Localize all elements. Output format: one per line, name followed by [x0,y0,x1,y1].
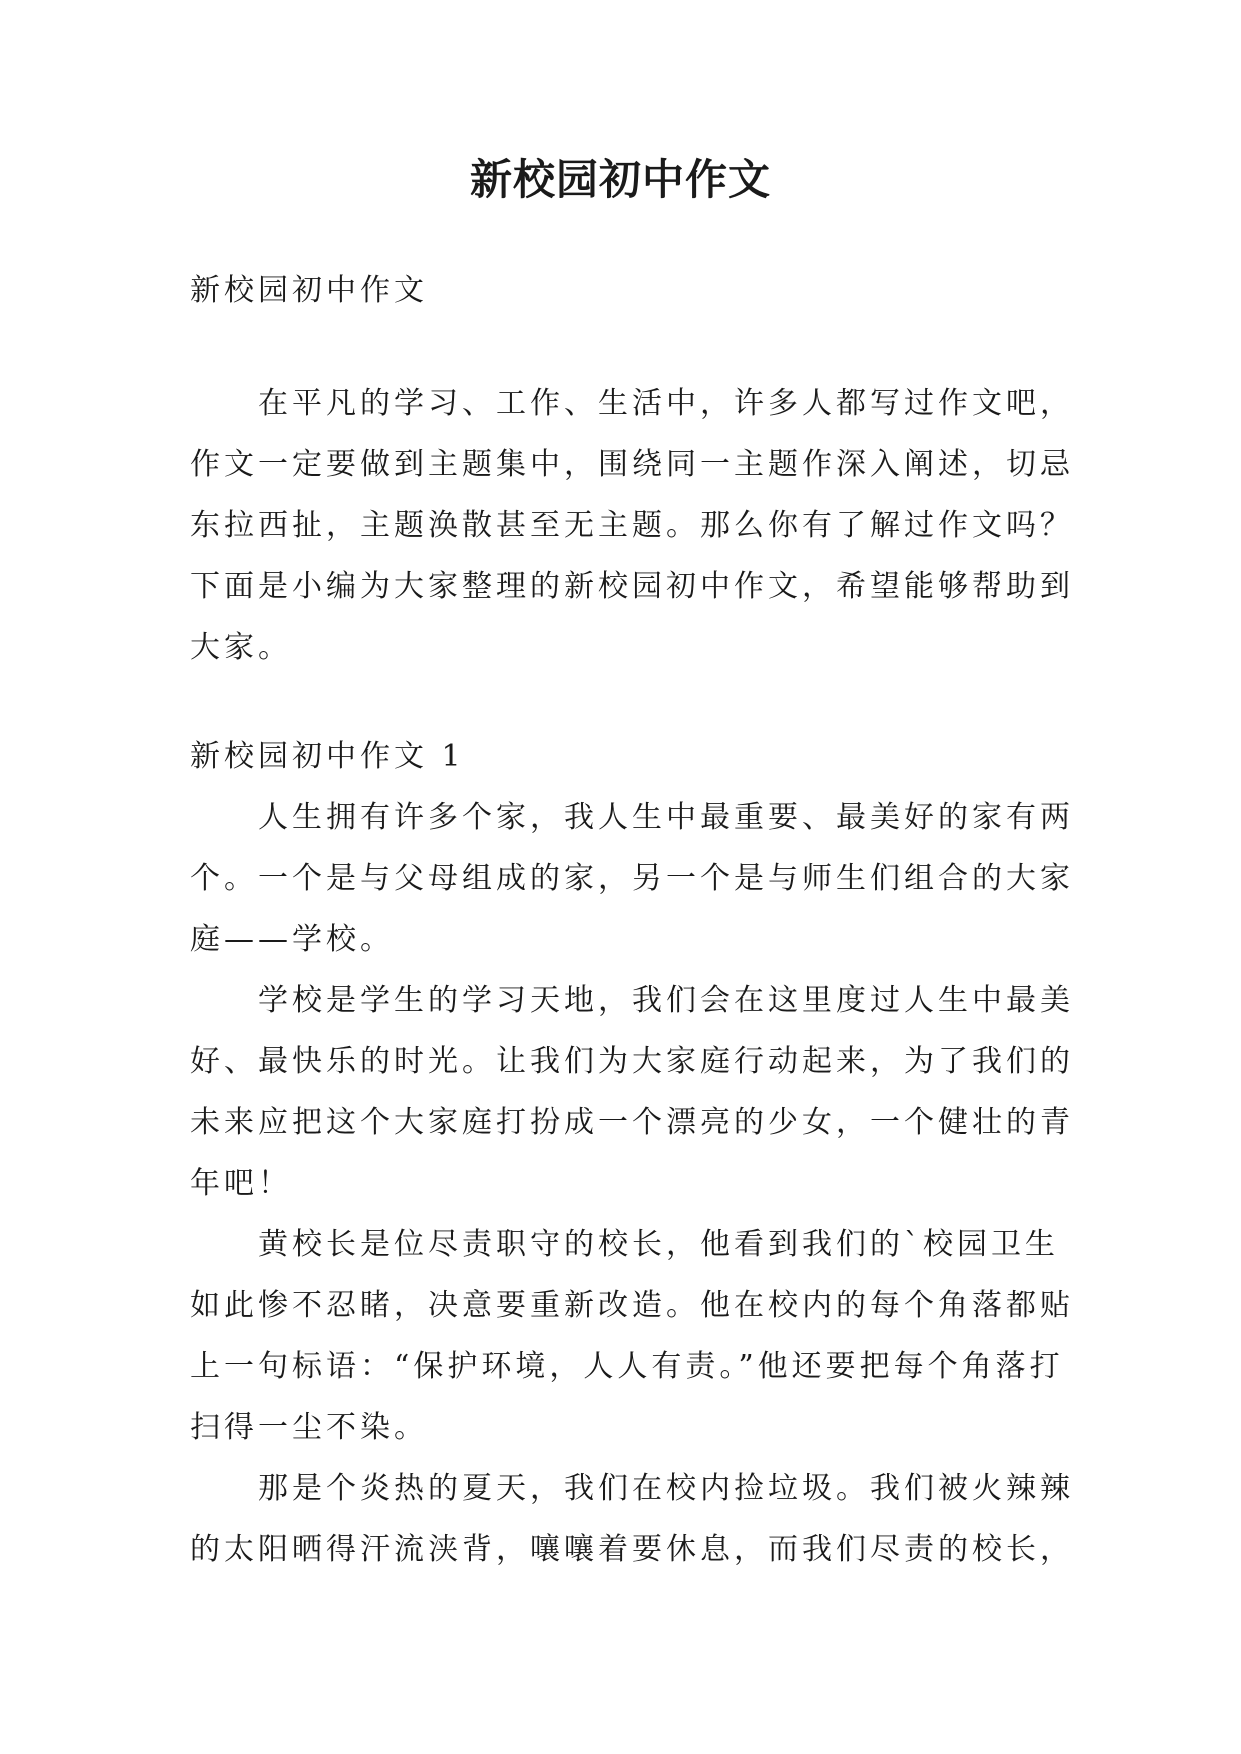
section-heading: 新校园初中作文 1 [190,739,465,774]
body-paragraph: 人生拥有许多个家，我人生中最重要、最美好的家有两个。一个是与父母组成的家，另一个是与师生们组合的大家庭——学校。 [190,800,1074,957]
document-subtitle: 新校园初中作文 [190,273,428,308]
body-paragraph: 黄校长是位尽责职守的校长，他看到我们的`校园卫生如此惨不忍睹，决意要重新改造。他在校内的每个角落都贴上一句标语：“保护环境，人人有责。”他还要把每个角落打扫得一尘不染。 [190,1227,1074,1445]
intro-paragraph: 在平凡的学习、工作、生活中，许多人都写过作文吧，作文一定要做到主题集中，围绕同一主题作深入阐述，切忌东拉西扯，主题涣散甚至无主题。那么你有了解过作文吗？下面是小编为大家整理的新校园初中作文，希望能够帮助到大家。 [190,386,1074,665]
body-paragraph: 那是个炎热的夏天，我们在校内捡垃圾。我们被火辣辣的太阳晒得汗流浃背，嚷嚷着要休息，而我们尽责的校长， [190,1471,1074,1567]
document-body [190,260,1080,1580]
body-paragraph: 学校是学生的学习天地，我们会在这里度过人生中最美好、最快乐的时光。让我们为大家庭行动起来，为了我们的未来应把这个大家庭打扮成一个漂亮的少女，一个健壮的青年吧！ [190,983,1074,1201]
document-title: 新校园初中作文 [469,155,771,204]
